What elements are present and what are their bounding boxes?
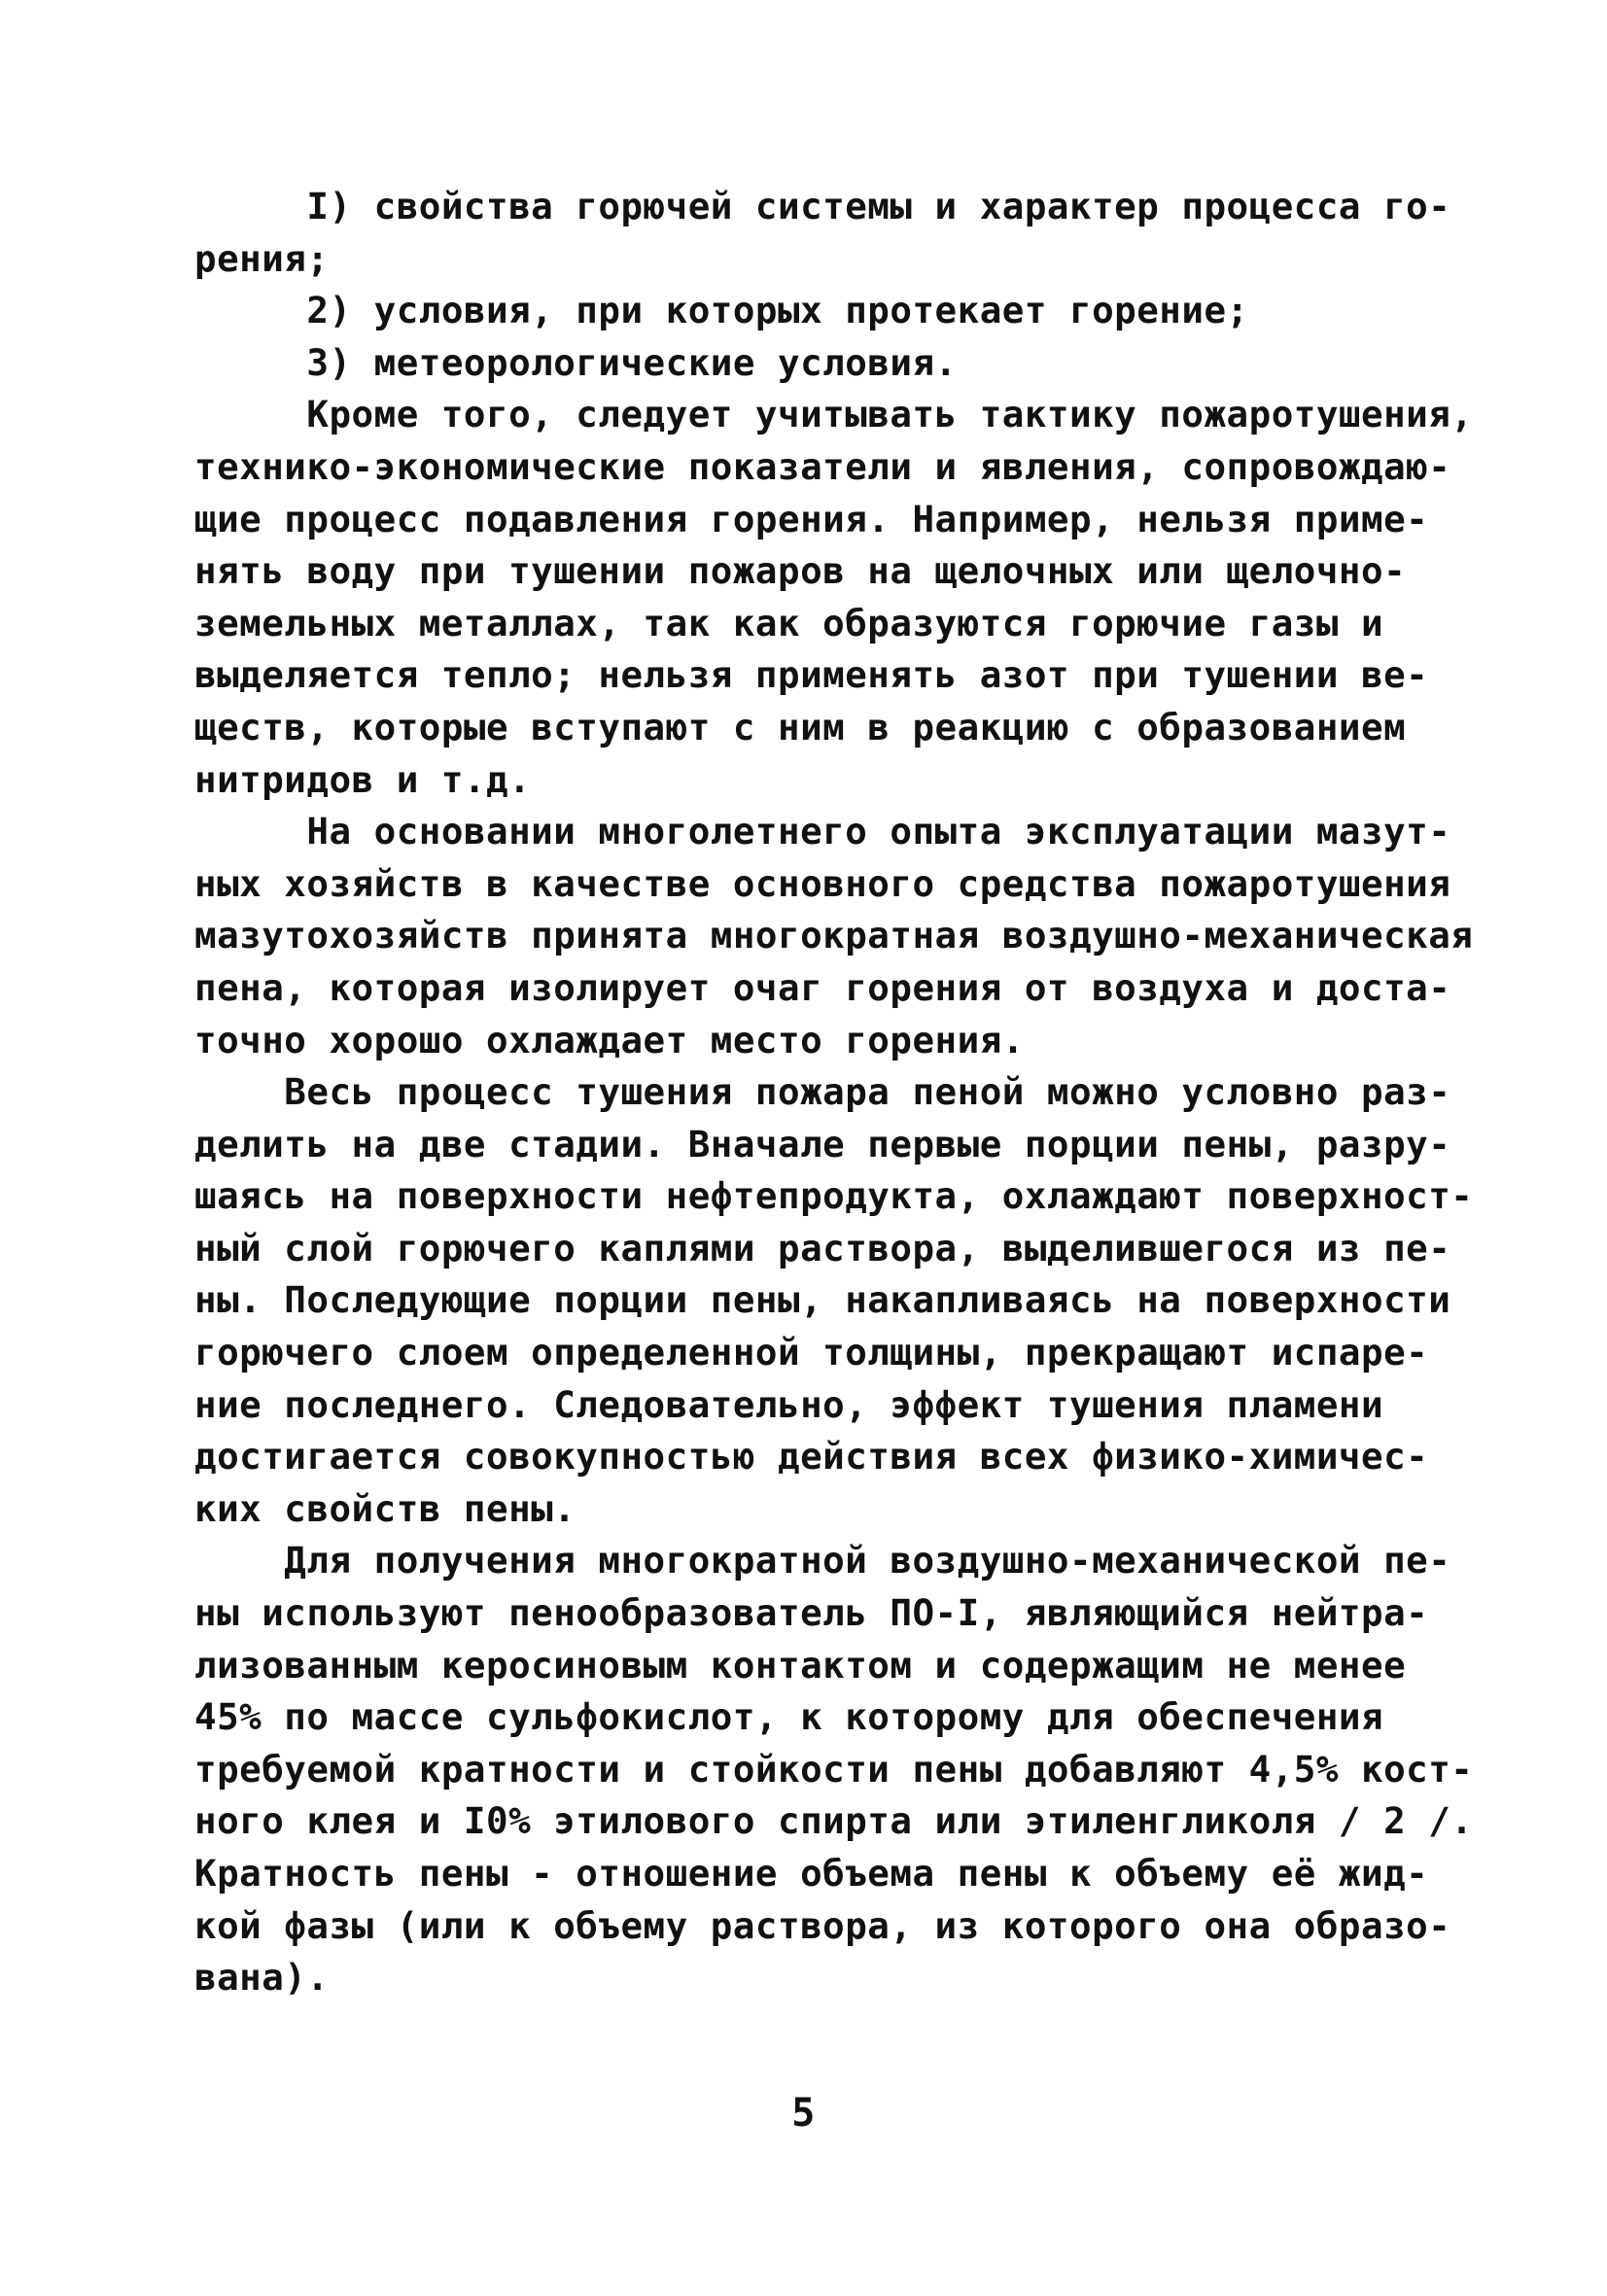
text-line: лизованным керосиновым контактом и содержащим не менее <box>194 1643 1407 1687</box>
text-line: I) свойства горючей системы и характер процесса го- <box>194 185 1451 227</box>
text-line: Для получения многократной воздушно-механической пе- <box>194 1539 1451 1583</box>
text-line: Кроме того, следует учитывать тактику пожаротушения, <box>194 393 1474 436</box>
text-line: достигается совокупностью действия всех физико-химичес- <box>194 1435 1429 1478</box>
text-line: рения; <box>194 236 330 280</box>
text-line: нитридов и т.д. <box>194 757 532 801</box>
page-number: 5 <box>791 2091 816 2136</box>
text-line: земельных металлах, так как образуются горючие газы и <box>194 601 1384 644</box>
text-line: нять воду при тушении пожаров на щелочных или щелочно- <box>194 549 1407 593</box>
text-line: щие процесс подавления горения. Например, нельзя приме- <box>194 497 1429 540</box>
text-line: Весь процесс тушения пожара пеной можно условно раз- <box>194 1070 1451 1114</box>
text-line: шаясь на поверхности нефтепродукта, охлаждают поверхност- <box>194 1174 1474 1218</box>
text-line: 45% по массе сульфокислот, к которому для обеспечения <box>194 1695 1384 1739</box>
text-line: ние последнего. Следовательно, эффект тушения пламени <box>194 1382 1384 1426</box>
text-line: делить на две стадии. Вначале первые порции пены, разру- <box>194 1122 1451 1165</box>
text-line: вана). <box>194 1956 330 2000</box>
text-line: технико-экономические показатели и явления, сопровождаю- <box>194 444 1451 488</box>
text-line: ный слой горючего каплями раствора, выделившегося из пе- <box>194 1226 1451 1270</box>
text-line: ких свойств пены. <box>194 1486 576 1530</box>
text-line: Кратность пены - отношение объема пены к объему её жид- <box>194 1852 1429 1895</box>
text-line: горючего слоем определенной толщины, прекращают испаре- <box>194 1331 1429 1374</box>
text-line: 3) метеорологические условия. <box>194 340 958 384</box>
text-line: ны. Последующие порции пены, накапливаясь на поверхности <box>194 1278 1451 1322</box>
text-line: пена, которая изолирует очаг горения от воздуха и доста- <box>194 965 1451 1009</box>
body-text <box>194 181 1474 2004</box>
text-line: На основании многолетнего опыта эксплуатации мазут- <box>194 810 1451 853</box>
text-line: мазутохозяйств принята многократная воздушно-механическая <box>194 914 1474 957</box>
text-line: требуемой кратности и стойкости пены добавляют 4,5% кост- <box>194 1747 1474 1791</box>
text-line: ного клея и I0% этилового спирта или этиленгликоля / 2 /. <box>194 1799 1474 1843</box>
text-line: ществ, которые вступают с ним в реакцию с образованием <box>194 705 1407 748</box>
text-line: выделяется тепло; нельзя применять азот при тушении ве- <box>194 653 1429 697</box>
text-line: 2) условия, при которых протекает горение; <box>194 289 1249 332</box>
text-line: ны используют пенообразователь ПО-I, являющийся нейтра- <box>194 1591 1429 1635</box>
text-line: точно хорошо охлаждает место горения. <box>194 1018 1025 1061</box>
text-line: ных хозяйств в качестве основного средства пожаротушения <box>194 861 1451 905</box>
text-line: кой фазы (или к объему раствора, из которого она образо- <box>194 1903 1451 1947</box>
